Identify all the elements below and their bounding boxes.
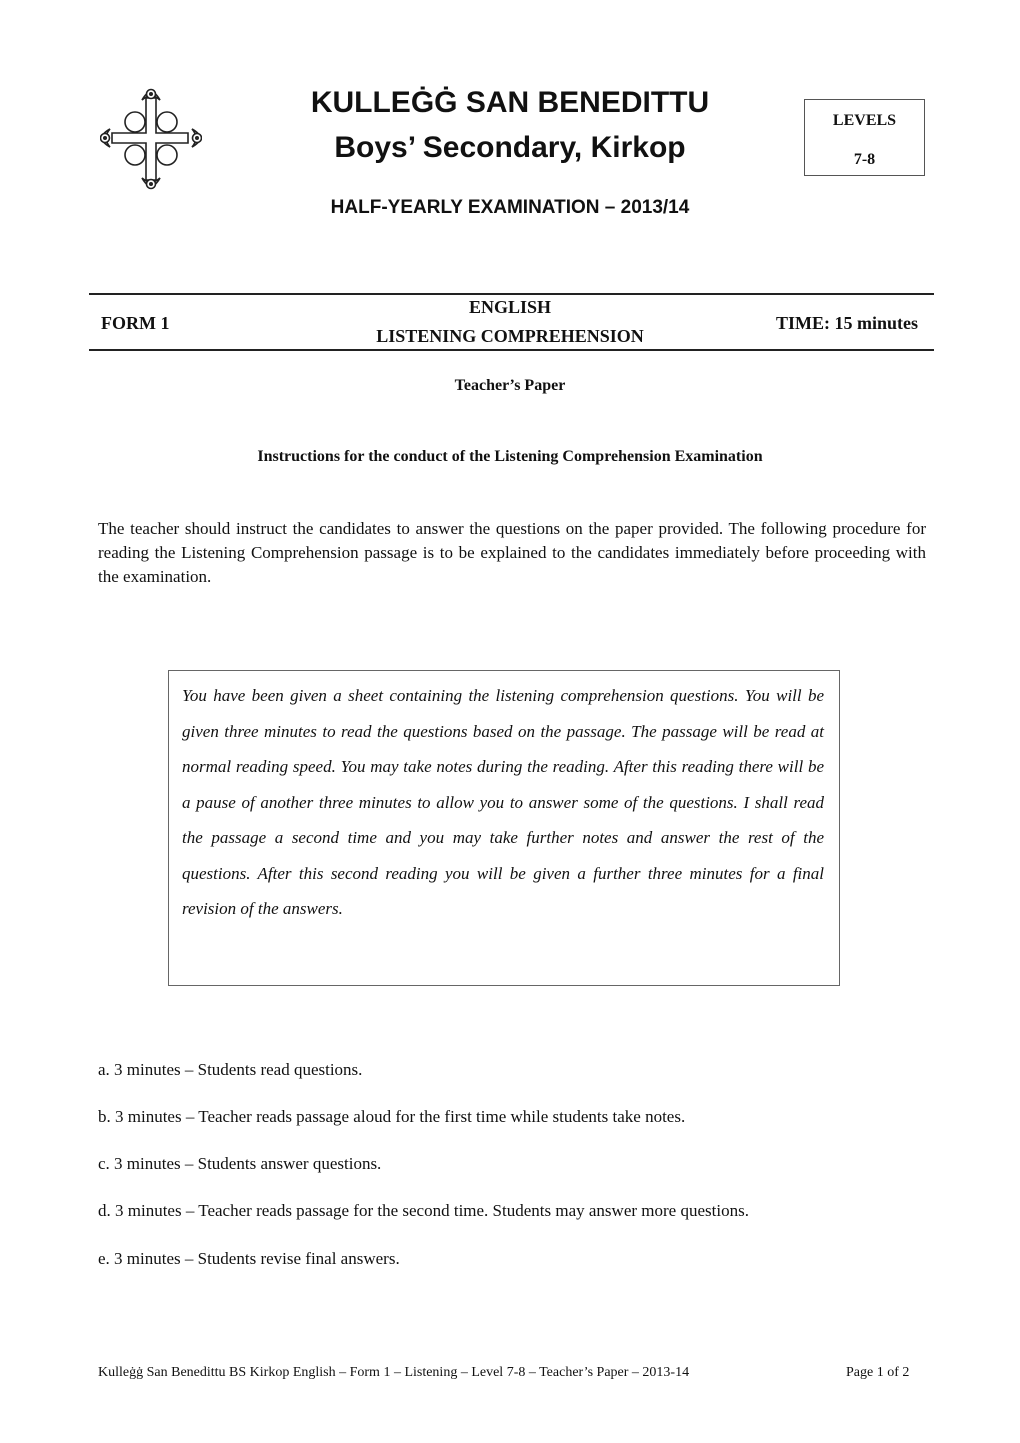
divider-top: [89, 293, 934, 295]
subject-label: ENGLISH: [468, 297, 552, 317]
levels-label: LEVELS: [832, 112, 897, 129]
page-number: Page 1 of 2: [846, 1365, 910, 1380]
levels-value: 7-8: [853, 151, 876, 168]
subject-sublabel: LISTENING COMPREHENSION: [376, 326, 644, 346]
time-label: TIME: 15 minutes: [775, 313, 918, 333]
levels-box: [804, 99, 925, 176]
intro-paragraph: The teacher should instruct the candidates to answer the questions on the paper provided. The following procedure for reading the Listening Comprehension passage is to be explained to the candidates immediately before proceeding with the examination.: [98, 519, 926, 586]
divider-bottom: [89, 349, 934, 351]
procedure-step: c. 3 minutes – Students answer questions.: [98, 1154, 382, 1173]
teacher-script-box: [168, 670, 840, 986]
teacher-script-text: You have been given a sheet containing the listening comprehension questions. You will be given three minutes to read the questions based on the passage. The passage will be read at normal reading speed. You may take notes during the reading. After this reading there will be a pause of another three minutes to allow you to answer some of the questions. I shall read the passage a second time and you may take further notes and answer the rest of the questions. After this second reading you will be given a further three minutes for a final revision of the answers.: [182, 686, 824, 918]
procedure-step: e. 3 minutes – Students revise final answers.: [98, 1249, 400, 1268]
form-label: FORM 1: [101, 313, 170, 333]
procedure-step: a. 3 minutes – Students read questions.: [98, 1060, 363, 1079]
instructions-heading: Instructions for the conduct of the Listening Comprehension Examination: [257, 448, 763, 465]
footer-text: Kulleġġ San Benedittu BS Kirkop English – Form 1 – Listening – Level 7-8 – Teacher’s Paper – 2013-14: [98, 1365, 690, 1380]
exam-title: HALF-YEARLY EXAMINATION – 2013/14: [330, 197, 690, 218]
school-name: KULLEĠĠ SAN BENEDITTU: [310, 86, 710, 119]
procedure-step: b. 3 minutes – Teacher reads passage aloud for the first time while students take notes.: [98, 1107, 686, 1126]
cross-emblem-icon: [100, 86, 202, 192]
paper-type: Teacher’s Paper: [454, 377, 566, 394]
school-subtitle: Boys’ Secondary, Kirkop: [334, 131, 686, 164]
procedure-step: d. 3 minutes – Teacher reads passage for the second time. Students may answer more questions.: [98, 1201, 749, 1220]
